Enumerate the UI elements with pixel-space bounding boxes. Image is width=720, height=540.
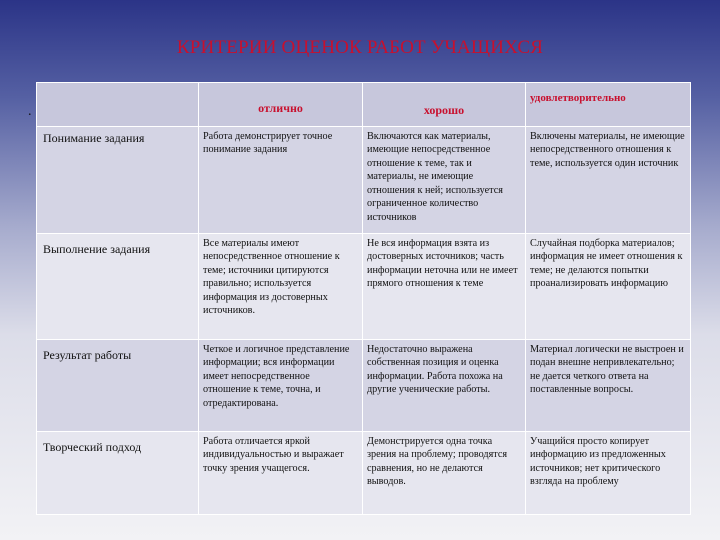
criterion-execution: Выполнение задания — [37, 234, 199, 340]
bullet-mark: . — [28, 104, 32, 119]
cell-result-excellent: Четкое и логичное представление информации; вся информации имеет непосредственное отношение к теме, точна, и отредактирована. — [199, 340, 363, 432]
criteria-table — [36, 82, 691, 515]
header-good: хорошо — [363, 83, 526, 127]
table-row — [37, 432, 691, 515]
cell-result-satisfactory: Материал логически не выстроен и подан внешне непривлекательно; не дается четкого ответа на поставленные вопросы. — [526, 340, 691, 432]
cell-understanding-good: Включаются как материалы, имеющие непосредственное отношение к теме, так и материалы, не имеющие отношения к ней; используется ограниченное количество источников — [363, 127, 526, 234]
cell-execution-good: Не вся информация взята из достоверных источников; часть информации неточна или не имеет прямого отношения к теме — [363, 234, 526, 340]
cell-creativity-good: Демонстрируется одна точка зрения на проблему; проводятся сравнения, но не делаются выводов. — [363, 432, 526, 515]
cell-understanding-excellent: Работа демонстрирует точное понимание задания — [199, 127, 363, 234]
cell-execution-excellent: Все материалы имеют непосредственное отношение к теме; источники цитируются правильно; используется информация из достоверных источников. — [199, 234, 363, 340]
criterion-result: Результат работы — [37, 340, 199, 432]
header-excellent: отлично — [199, 83, 363, 127]
cell-creativity-excellent: Работа отличается яркой индивидуальностью и выражает точку зрения учащегося. — [199, 432, 363, 515]
cell-result-good: Недостаточно выражена собственная позиция и оценка информации. Работа похожа на другие ученические работы. — [363, 340, 526, 432]
header-empty-cell — [37, 83, 199, 127]
cell-creativity-satisfactory: Учащийся просто копирует информацию из предложенных источников; нет критического взгляда на проблему — [526, 432, 691, 515]
criterion-creativity: Творческий подход — [37, 432, 199, 515]
cell-understanding-satisfactory: Включены материалы, не имеющие непосредственного отношения к теме, используется один источник — [526, 127, 691, 234]
table-row — [37, 340, 691, 432]
table-row — [37, 127, 691, 234]
cell-execution-satisfactory: Случайная подборка материалов; информация не имеет отношения к теме; не делаются попытки проанализировать информацию — [526, 234, 691, 340]
table-row — [37, 234, 691, 340]
page-title: КРИТЕРИИ ОЦЕНОК РАБОТ УЧАЩИХСЯ — [176, 37, 544, 58]
header-row — [37, 83, 691, 127]
header-satisfactory: удовлетворительно — [526, 83, 691, 127]
criterion-understanding: Понимание задания — [37, 127, 199, 234]
